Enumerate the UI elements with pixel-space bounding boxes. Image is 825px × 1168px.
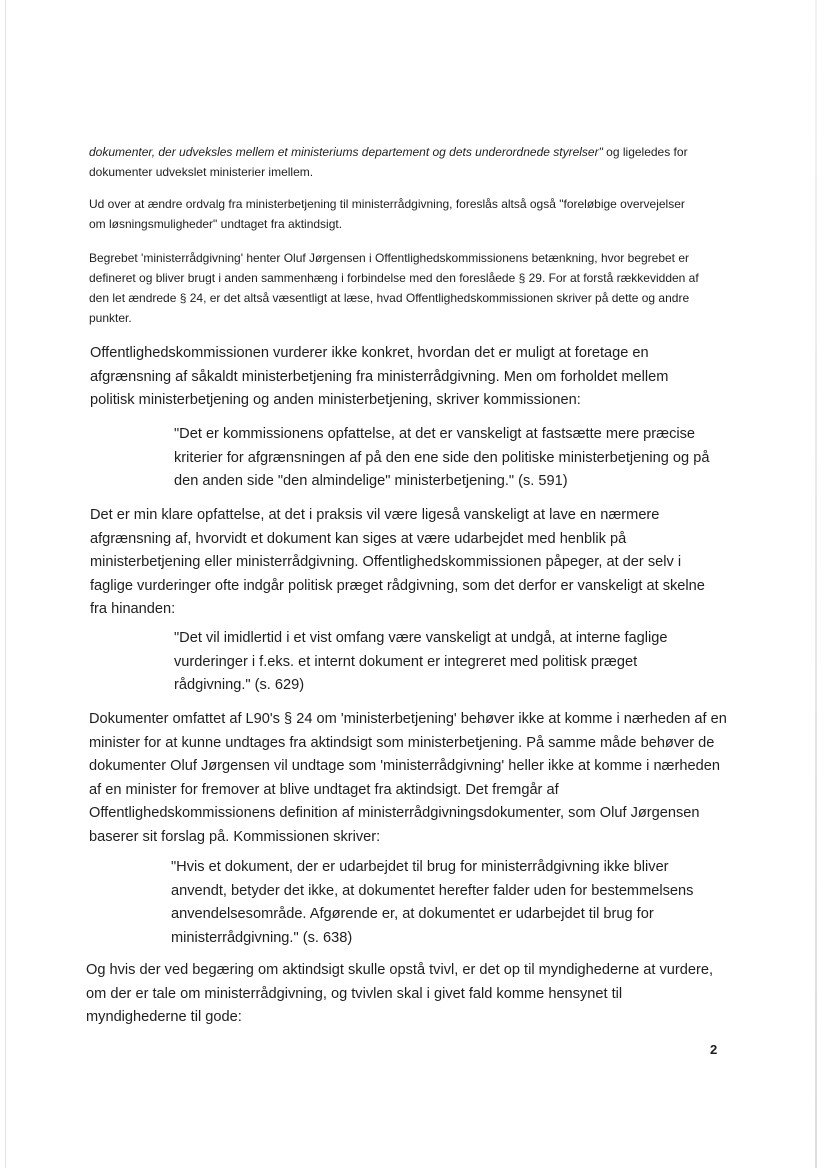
quote-3: "Hvis et dokument, der er udarbejdet til brug for ministerrådgivning ikke bliver anvendt, betyder det ikke, at dokumentet herefter falder uden for bestemmelsens anvendelsesområde. Afgørende er, at dokumentet er udarbejdet til brug for ministerrådgivning." (s. 638) <box>171 859 694 946</box>
paragraph-3: Begrebet 'ministerrådgivning' henter Oluf Jørgensen i Offentlighedskommissionens betænkning, hvor begrebet er defineret og bliver brugt i anden sammenhæng i forbindelse med den foreslåede § 29. For at forstå rækkevidden af den let ændrede § 24, er det altså væsentligt at læse, hvad Offentlighedskommissionen skriver på dette og andre punkter. <box>89 251 699 325</box>
page-number: 2 <box>710 1042 718 1057</box>
quote-1: "Det er kommissionens opfattelse, at det er vanskeligt at fastsætte mere præcise kriterier for afgrænsningen af på den ene side den politiske ministerbetjening og på den anden side "den almindelige" ministerbetjening." (s. 591) <box>174 426 710 489</box>
paragraph-1-rest: og ligeledes for dokumenter udvekslet ministerier imellem. <box>89 145 688 179</box>
paragraph-1-italic: dokumenter, der udveksles mellem et ministeriums departement og dets underordnede styrelser" <box>89 145 603 159</box>
paragraph-6: Dokumenter omfattet af L90's § 24 om 'ministerbetjening' behøver ikke at komme i nærheden af en minister for at kunne undtages fra aktindsigt som ministerbetjening. På samme måde behøver de dokumenter Oluf Jørgensen vil undtage som 'ministerrådgivning' heller ikke at komme i nærheden af en minister for fremover at blive undtaget fra aktindsigt. Det fremgår af Offentlighedskommissionens definition af ministerrådgivningsdokumenter, som Oluf Jørgensen baserer sit forslag på. Kommissionen skriver: <box>89 711 727 845</box>
paragraph-7: Og hvis der ved begæring om aktindsigt skulle opstå tvivl, er det op til myndighederne at vurdere, om der er tale om ministerrådgivning, og tvivlen skal i givet fald komme hensynet til myndighederne til gode: <box>86 962 714 1025</box>
scan-edge-right <box>815 0 817 1168</box>
quote-2: "Det vil imidlertid i et vist omfang være vanskeligt at undgå, at interne faglige vurderinger i f.eks. et internt dokument er integreret med politisk præget rådgivning." (s. 629) <box>174 630 668 693</box>
scan-edge-left <box>5 0 6 1168</box>
paragraph-1 <box>89 142 689 182</box>
paragraph-2: Ud over at ændre ordvalg fra ministerbetjening til ministerrådgivning, foreslås altså også "foreløbige overvejelser om løsningsmuligheder" undtaget fra aktindsigt. <box>89 197 685 231</box>
paragraph-4: Offentlighedskommissionen vurderer ikke konkret, hvordan det er muligt at foretage en afgrænsning af såkaldt ministerbetjening fra ministerrådgivning. Men om forholdet mellem politisk ministerbetjening og anden ministerbetjening, skriver kommissionen: <box>90 345 669 408</box>
paragraph-5: Det er min klare opfattelse, at det i praksis vil være ligeså vanskeligt at lave en nærmere afgrænsning af, hvorvidt et dokument kan siges at være udarbejdet med henblik på ministerbetjening eller ministerrådgivning. Offentlighedskommissionen påpeger, at der selv i faglige vurderinger ofte indgår politisk præget rådgivning, som det derfor er vanskeligt at skelne fra hinanden: <box>90 507 705 617</box>
